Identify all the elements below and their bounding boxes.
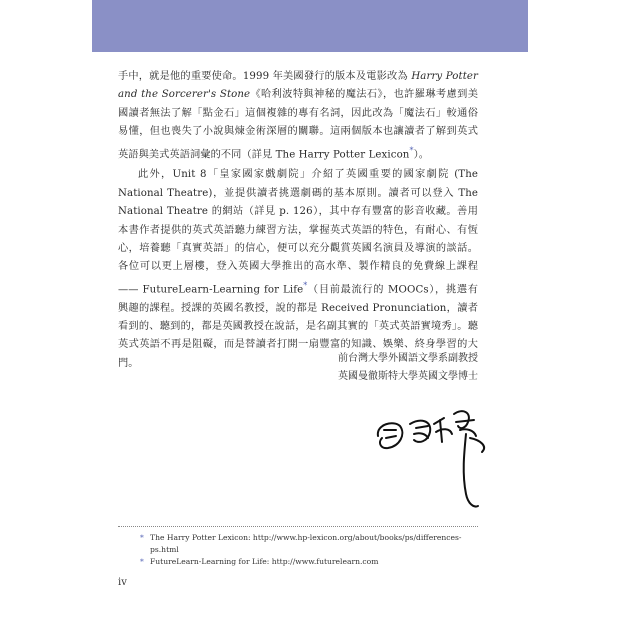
paragraph-1-text-c: ）。 (413, 149, 430, 161)
body-text (118, 68, 478, 373)
paragraph-2 (118, 166, 478, 373)
footnote-2-marker: * (140, 557, 144, 566)
paragraph-1 (118, 68, 478, 164)
footnote-1 (140, 532, 480, 555)
footnote-divider (118, 526, 478, 527)
footnote-2-text: FutureLearn-Learning for Life: http://www.futurelearn.com (150, 557, 379, 566)
page-number: iv (118, 577, 127, 588)
footnote-1-marker: * (140, 533, 144, 542)
book-title-italic: Harry Potter and the Sorcerer's Stone (118, 71, 478, 101)
footnote-2 (140, 556, 480, 568)
footnote-marker-1: * (409, 145, 414, 155)
paragraph-1-text-a: 手中，就是他的重要使命。1999 年美國發行的版本及電影改為 (118, 71, 412, 82)
author-affiliation (300, 350, 478, 386)
signature-graphic (370, 394, 510, 514)
header-band (92, 0, 528, 52)
footnote-marker-2: * (303, 280, 308, 290)
footnotes (140, 532, 480, 569)
paragraph-2-text-b: （目前最流行的 MOOCs），挑選有興趣的課程。授課的英國名教授，說的都是 Received Pronunciation，讀者看到的、聽到的，都是英國教授在說話，是名副其實的「英式英語實境秀」。聽英式英語不再是阻礙，而是替讀者打開一扇豐富的知識、娛樂、終身學習的大門。 (118, 284, 478, 369)
paragraph-2-text-a: 此外，Unit 8「皇家國家戲劇院」介紹了英國重要的國家劇院 (The National Theatre)，並提供讀者挑選劇碼的基本原則。讀者可以登入 The National Theatre 的網站（詳見 p. 126），其中存有豐富的影音收藏。善用本書作者提供的英式英語聽力練習方法，掌握英式英語的特色，有耐心、有恆心，培養聽「真實英語」的信心，便可以充分觀賞英國名演員及導演的談話。各位可以更上層樓，登入英國大學推出的高水準、製作精良的免費線上課程 —— FutureLearn-Learning for Life (118, 169, 478, 296)
footnote-1-text: The Harry Potter Lexicon: http://www.hp-lexicon.org/about/books/ps/differences-ps.html (150, 533, 462, 554)
affiliation-line-1: 前台灣大學外國語文學系副教授 (338, 353, 478, 364)
affiliation-line-2: 英國曼徹斯特大學英國文學博士 (338, 371, 478, 382)
paragraph-1-text-b: 《哈利波特與神秘的魔法石》，也許羅琳考慮到美國讀者無法了解「點金石」這個複雜的專有名詞，因此改為「魔法石」較通俗易懂，但也喪失了小說與煉金術深層的關聯。這兩個版本也讓讀者了解到英式英語與美式英語詞彙的不同（詳見 The Harry Potter Lexicon (118, 89, 478, 161)
